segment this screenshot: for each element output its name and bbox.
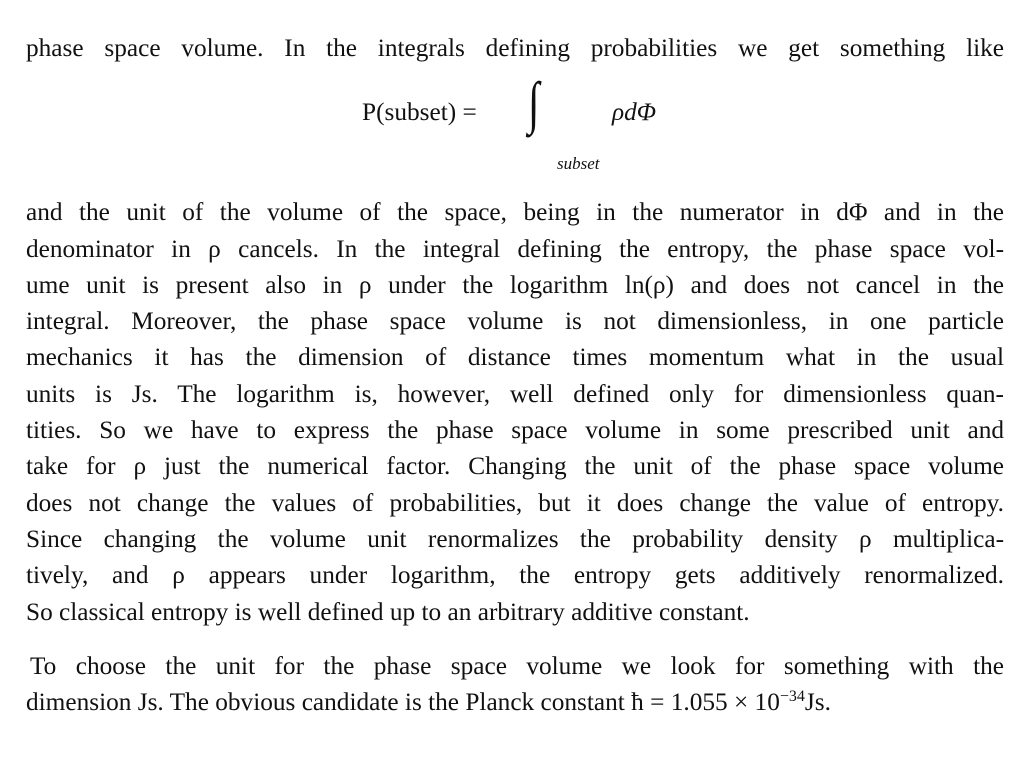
integral-subscript: subset — [557, 154, 600, 174]
paragraph-2-line: denominator in ρ cancels. In the integral defining the entropy, the phase space vol- — [26, 234, 1004, 263]
paragraph-3-line: To choose the unit for the phase space volume we look for something with the — [30, 651, 1004, 680]
paragraph-2-line: take for ρ just the numerical factor. Changing the unit of the phase space volume — [26, 452, 1004, 481]
paragraph-1-line: phase space volume. In the integrals defining probabilities we get something like — [26, 34, 1004, 62]
paragraph-2-line: and the unit of the volume of the space, being in the numerator in dΦ and in the — [26, 198, 1004, 227]
paragraph-gap — [26, 630, 1004, 648]
paragraph-2-line: Since changing the volume unit renormalizes the probability density ρ multiplica- — [26, 524, 1004, 553]
planck-unit: Js. — [804, 688, 831, 717]
paragraph-2-line: does not change the values of probabilities, but it does change the value of entropy. — [26, 488, 1004, 517]
paragraph-3-line — [26, 684, 1004, 720]
equation-lhs: P(subset) = — [362, 98, 477, 127]
paragraph-2-line: units is Js. The logarithm is, however, well defined only for dimensionless quan- — [26, 379, 1004, 408]
paragraph-2-line: So classical entropy is well defined up to an arbitrary additive constant. — [26, 597, 750, 626]
paragraph-2-line: mechanics it has the dimension of distance times momentum what in the usual — [26, 343, 1004, 372]
paragraph-2-line: tively, and ρ appears under logarithm, the entropy gets additively renormalized. — [26, 561, 1004, 590]
probability-equation — [26, 66, 1004, 194]
paragraph-2-line: integral. Moreover, the phase space volume is not dimensionless, in one particle — [26, 307, 1004, 336]
paragraph-3 — [26, 648, 1004, 721]
document-page — [26, 30, 1004, 720]
equation-integrand: ρdΦ — [612, 98, 657, 127]
paragraph-2-line: tities. So we have to express the phase space volume in some prescribed unit and — [26, 416, 1004, 445]
planck-exponent: −34 — [779, 688, 805, 706]
planck-sentence: dimension Js. The obvious candidate is the Planck constant ħ = 1.055 × 10 — [26, 688, 780, 717]
integral-sign: ∫ — [528, 70, 540, 136]
paragraph-2-line: ume unit is present also in ρ under the logarithm ln(ρ) and does not cancel in the — [26, 270, 1004, 299]
paragraph-2 — [26, 194, 1004, 630]
